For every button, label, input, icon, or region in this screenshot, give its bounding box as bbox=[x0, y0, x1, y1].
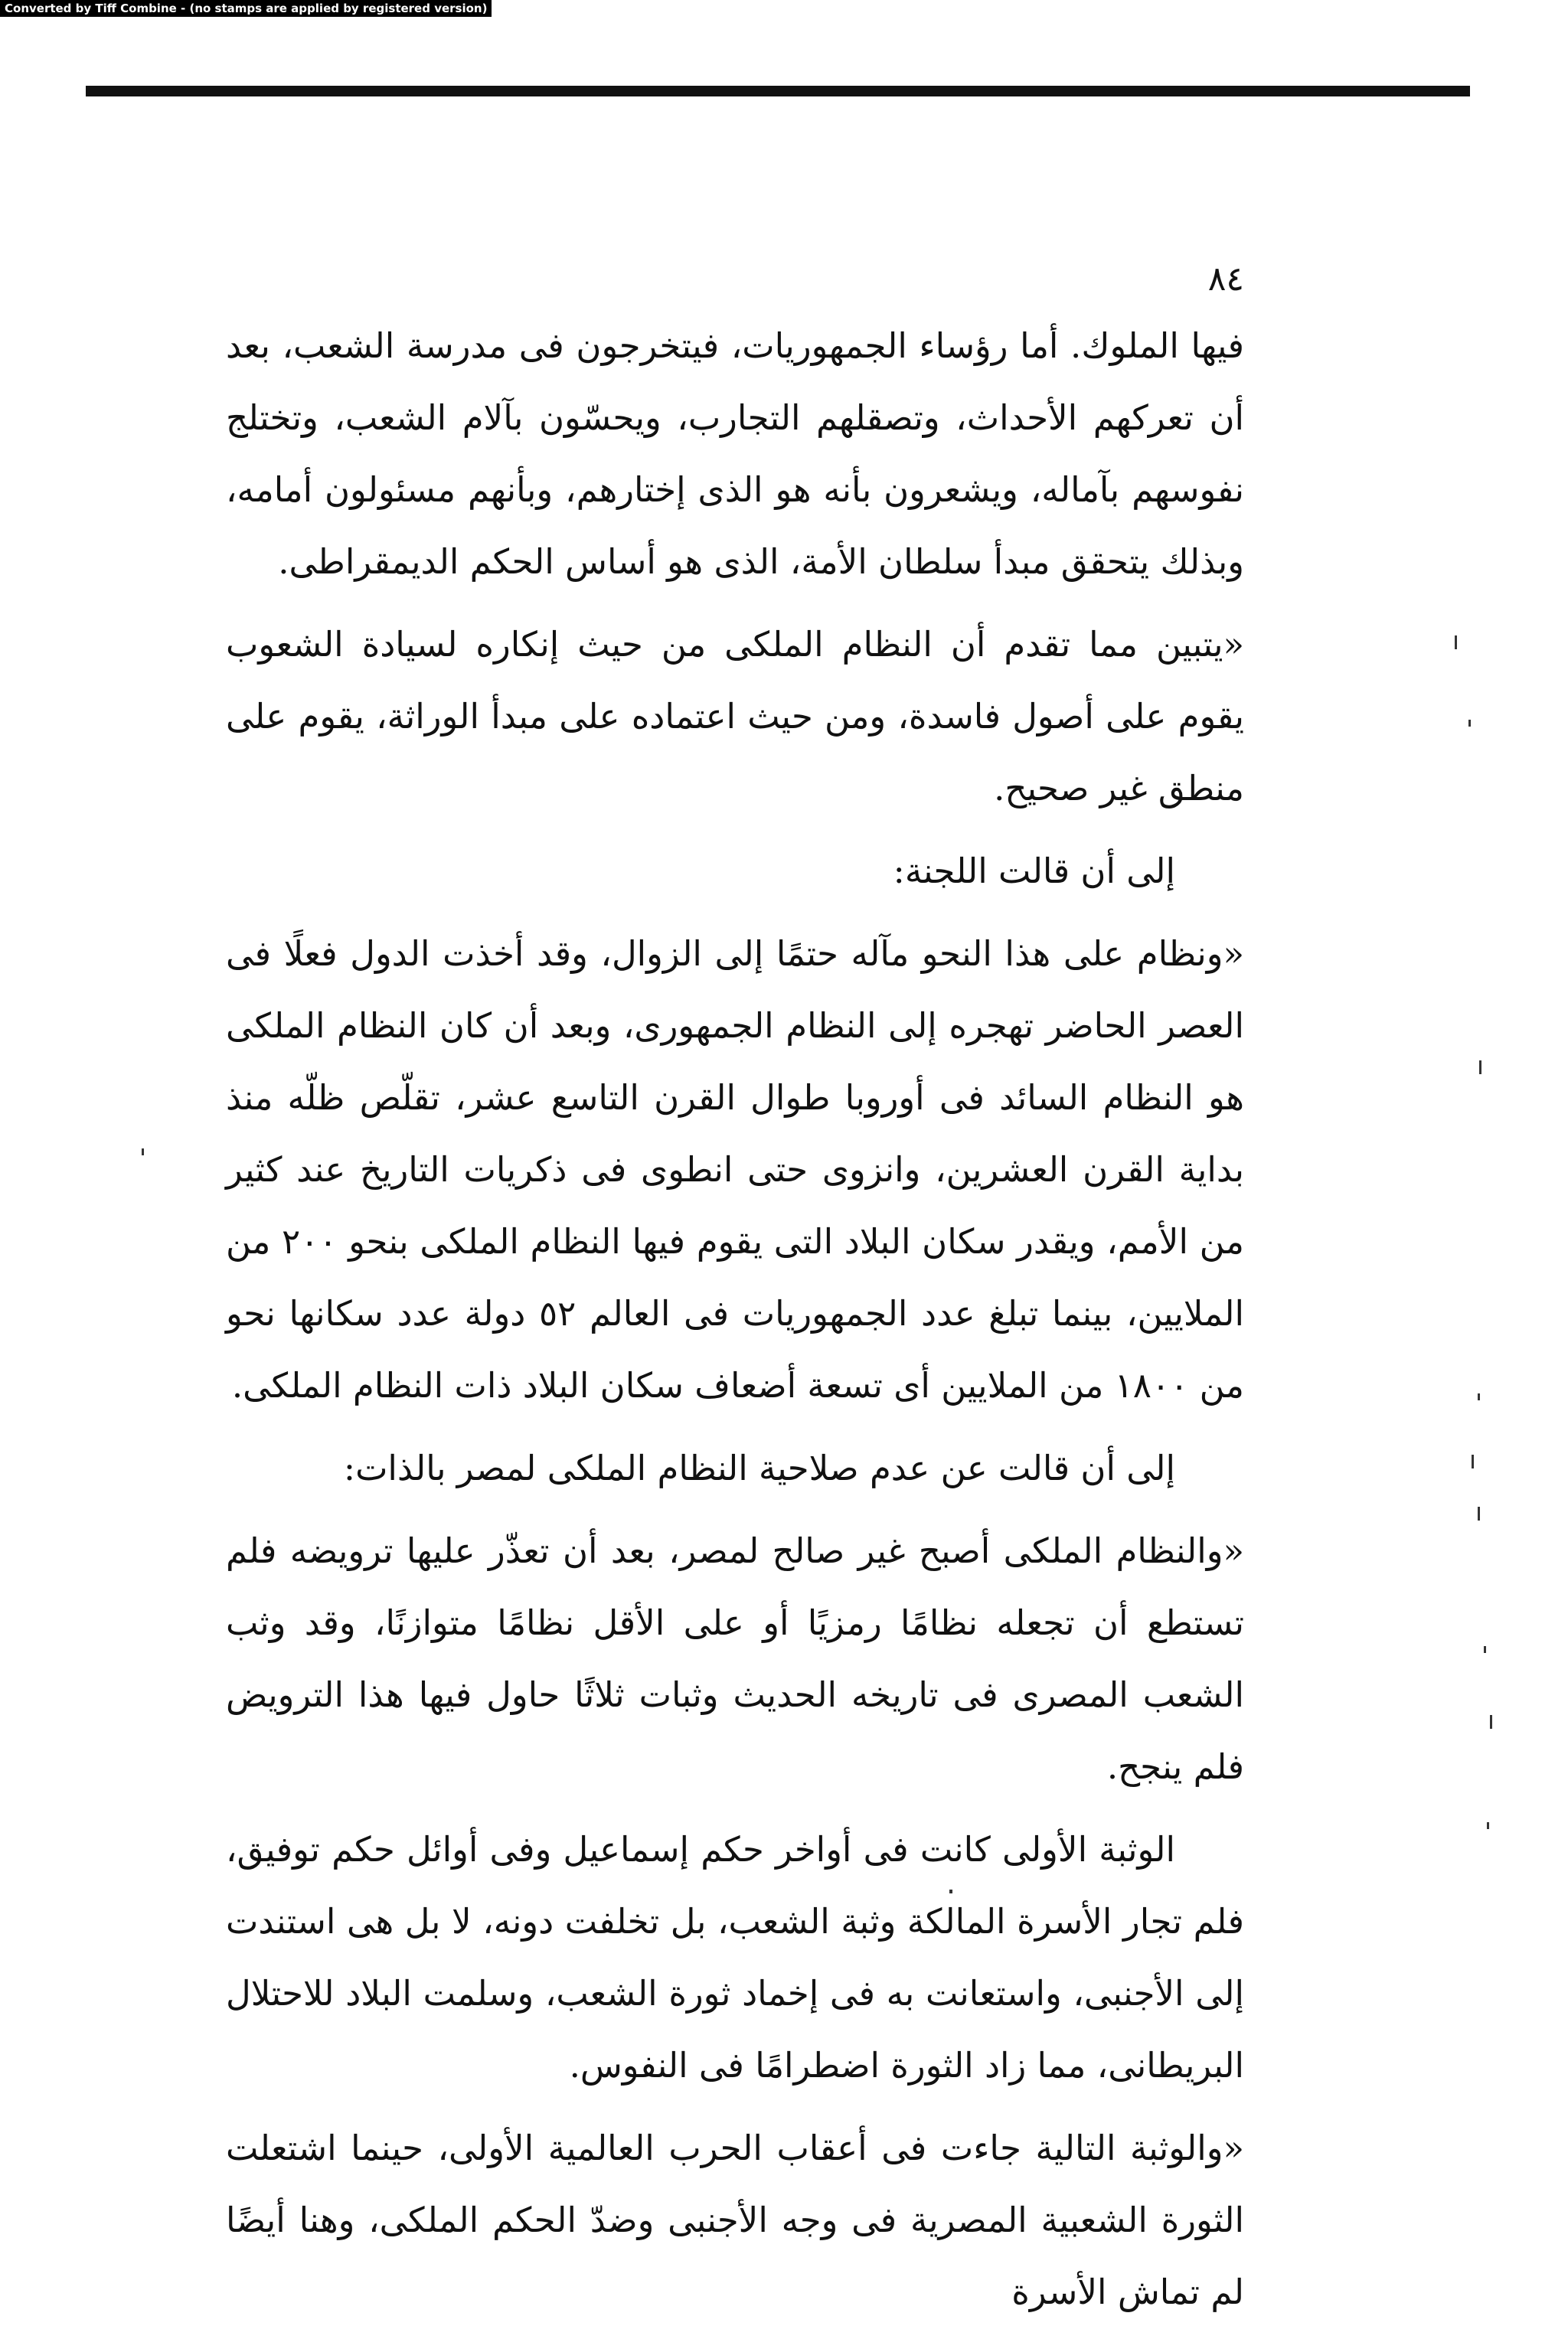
scan-speck bbox=[1468, 720, 1471, 727]
scan-speck bbox=[1484, 1646, 1486, 1653]
converter-watermark: Converted by Tiff Combine - (no stamps are applied by registered version) bbox=[0, 0, 492, 17]
transition-line: إلى أن قالت اللجنة: bbox=[893, 851, 1175, 891]
page-number: ٨٤ bbox=[1207, 260, 1244, 299]
quote-paragraph: «والنظام الملكى أصبح غير صالح لمصر، بعد أن تعذّر عليها ترويضه فلم تستطع أن تجعله نظامًا رمزيًا أو على الأقل نظامًا متوازنًا، وقد وثب الشعب المصرى فى تاريخه الحديث وثبات ثلاثًا حاول فيها هذا الترويض فلم ينجح. bbox=[226, 1530, 1244, 1787]
scan-speck bbox=[1478, 1507, 1480, 1521]
quote-paragraph: «يتبين مما تقدم أن النظام الملكى من حيث إنكاره لسيادة الشعوب يقوم على أصول فاسدة، ومن حيث اعتماده على مبدأ الوراثة، يقوم على منطق غير صحيح. bbox=[226, 624, 1244, 809]
scan-speck bbox=[1472, 1455, 1474, 1468]
transition-line: إلى أن قالت عن عدم صلاحية النظام الملكى لمصر بالذات: bbox=[343, 1448, 1175, 1488]
scan-speck bbox=[1487, 1822, 1489, 1829]
scan-speck bbox=[1490, 1715, 1492, 1729]
header-rule bbox=[86, 86, 1470, 96]
quote-paragraph: «والوثبة التالية جاءت فى أعقاب الحرب العالمية الأولى، حينما اشتعلت الثورة الشعبية المصرية فى وجه الأجنبى وضدّ الحكم الملكى، وهنا أيضًا لم تماش الأسرة bbox=[226, 2128, 1244, 2312]
quote-paragraph: «ونظام على هذا النحو مآله حتمًا إلى الزوال، وقد أخذت الدول فعلًا فى العصر الحاضر تهجره إلى النظام الجمهورى، وبعد أن كان النظام الملكى هو النظام السائد فى أوروبا طوال القرن التاسع عشر، تقلّص ظلّه منذ بداية القرن العشرين، وانزوى حتى انطوى فى ذكريات التاريخ عند كثير من الأمم، ويقدر سكان البلاد التى يقوم فيها النظام الملكى بنحو ٢٠٠ من الملايين، بينما تبلغ عدد الجمهوريات فى العالم ٥٢ دولة عدد سكانها نحو من ١٨٠٠ من الملايين أى تسعة أضعاف سكان البلاد ذات النظام الملكى. bbox=[226, 933, 1244, 1406]
scan-speck bbox=[142, 1148, 144, 1155]
page-body bbox=[226, 310, 1244, 2339]
scan-speck bbox=[1478, 1393, 1480, 1400]
paragraph: فيها الملوك. أما رؤساء الجمهوريات، فيتخرجون فى مدرسة الشعب، بعد أن تعركهم الأحداث، وتصقلهم التجارب، ويحسّون بآلام الشعب، وتختلج نفوسهم بآماله، ويشعرون بأنه هو الذى إختارهم، وبأنهم مسئولون أمامه، وبذلك يتحقق مبدأ سلطان الأمة، الذى هو أساس الحكم الديمقراطى. bbox=[226, 325, 1244, 582]
scan-speck bbox=[1479, 1060, 1481, 1074]
scan-speck bbox=[949, 1890, 952, 1893]
paragraph: الوثبة الأولى كانت فى أواخر حكم إسماعيل وفى أوائل حكم توفيق، فلم تجار الأسرة المالكة وثبة الشعب، بل تخلفت دونه، لا بل هى استندت إلى الأجنبى، واستعانت به فى إخماد ثورة الشعب، وسلمت البلاد للاحتلال البريطانى، مما زاد الثورة اضطرامًا فى النفوس. bbox=[226, 1829, 1244, 2086]
scan-speck bbox=[1455, 635, 1457, 649]
